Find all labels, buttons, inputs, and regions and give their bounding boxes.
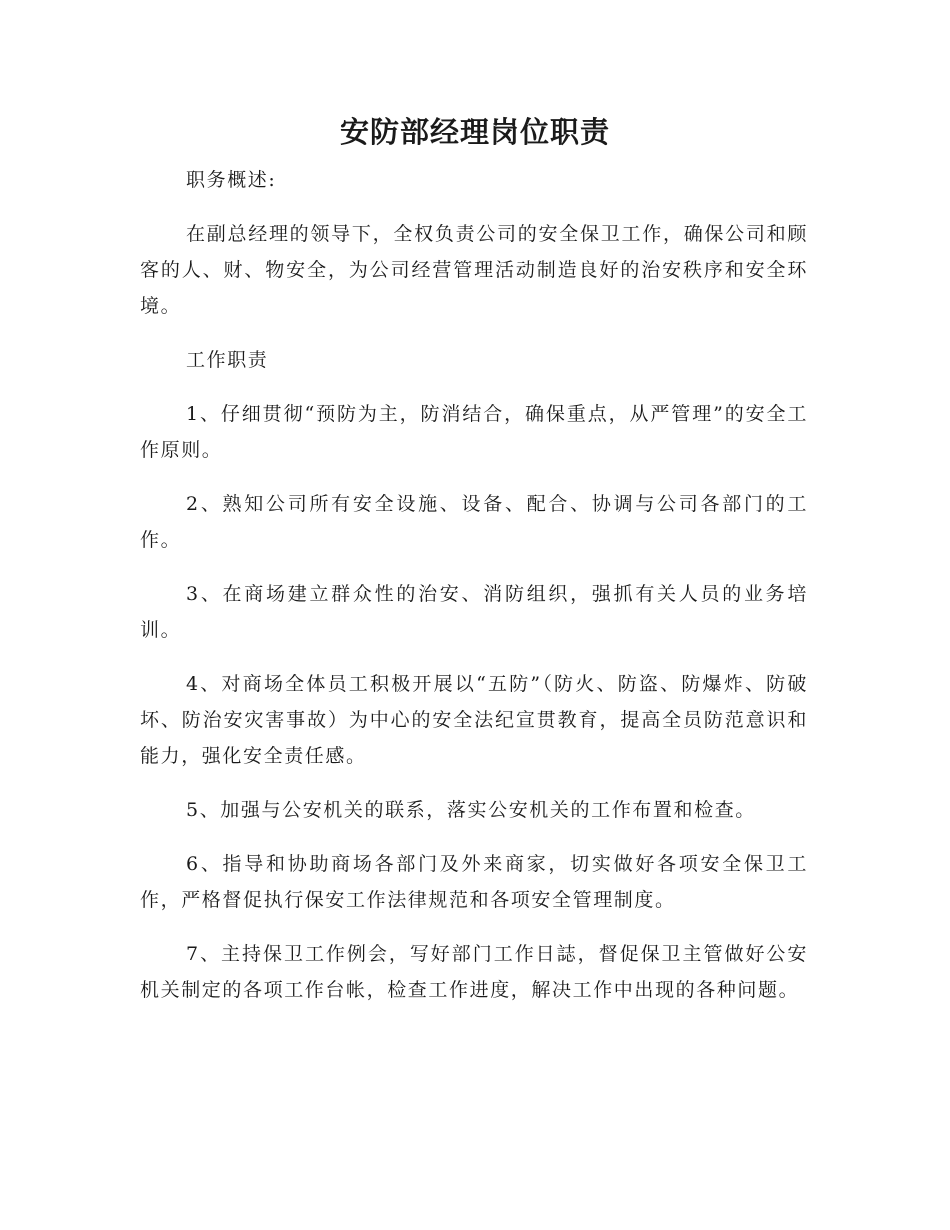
duties-heading: 工作职责	[186, 349, 269, 371]
overview-paragraph: 在副总经理的领导下，全权负责公司的安全保卫工作，确保公司和顾客的人、财、物安全，为公司经营管理活动制造良好的治安秩序和安全环境。	[140, 223, 808, 317]
duty-item-1: 1、仔细贯彻“预防为主，防消结合，确保重点，从严管理”的安全工作原则。	[140, 403, 808, 461]
duty-item-5: 5、加强与公安机关的联系，落实公安机关的工作布置和检查。	[186, 799, 756, 821]
document-body	[140, 162, 808, 1026]
duty-item-6: 6、指导和协助商场各部门及外来商家，切实做好各项安全保卫工作，严格督促执行保安工作法律规范和各项安全管理制度。	[140, 853, 808, 911]
duty-item-7: 7、主持保卫工作例会，写好部门工作日誌，督促保卫主管做好公安机关制定的各项工作台帐，检查工作进度，解决工作中出现的各种问题。	[140, 943, 808, 1001]
duty-item-4: 4、对商场全体员工积极开展以“五防”（防火、防盗、防爆炸、防破坏、防治安灾害事故）为中心的安全法纪宣贯教育，提高全员防范意识和能力，强化安全责任感。	[140, 673, 808, 767]
duty-item-2: 2、熟知公司所有安全设施、设备、配合、协调与公司各部门的工作。	[140, 493, 808, 551]
document-title: 安防部经理岗位职责	[339, 115, 610, 149]
duty-item-3: 3、在商场建立群众性的治安、消防组织，强抓有关人员的业务培训。	[140, 583, 808, 641]
overview-heading: 职务概述:	[186, 169, 277, 191]
